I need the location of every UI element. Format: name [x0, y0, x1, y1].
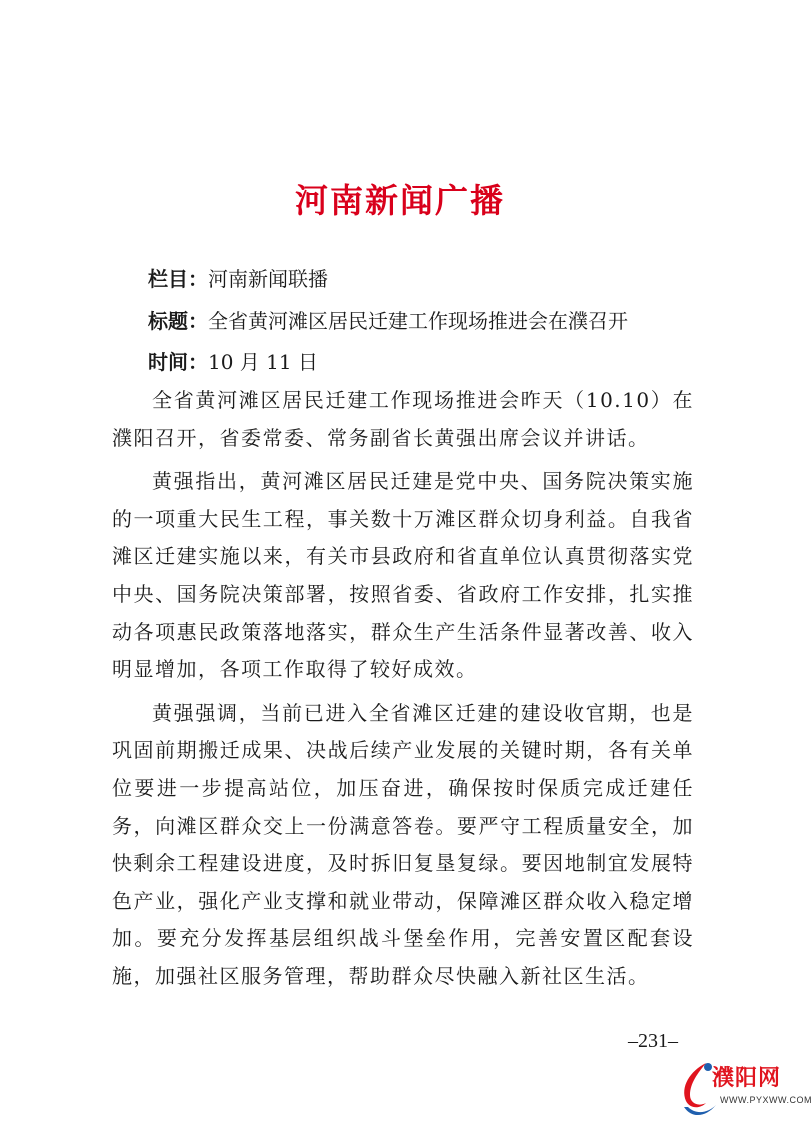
title-value: 全省黄河滩区居民迁建工作现场推进会在濮召开: [208, 309, 628, 333]
meta-time-row: [148, 345, 688, 379]
column-value: 河南新闻联播: [208, 267, 328, 291]
paragraph-2: 黄强指出，黄河滩区居民迁建是党中央、国务院决策实施的一项重大民生工程，事关数十万滩区群众切身利益。自我省滩区迁建实施以来，有关市县政府和省直单位认真贯彻落实党中央、国务院决策部署，按照省委、省政府工作安排，扎实推动各项惠民政策落地落实，群众生产生活条件显著改善、收入明显增加，各项工作取得了较好成效。: [112, 469, 694, 682]
page-number: –231–: [628, 1030, 678, 1052]
watermark-url: WWW.PYXWW.COM: [720, 1095, 812, 1105]
site-watermark: [676, 1057, 812, 1127]
page-title: 河南新闻广播: [295, 181, 505, 220]
column-label: 栏目：: [148, 267, 208, 291]
paragraph-3: 黄强强调，当前已进入全省滩区迁建的建设收官期，也是巩固前期搬迁成果、决战后续产业发展的关键时期，各有关单位要进一步提高站位，加压奋进，确保按时保质完成迁建任务，向滩区群众交上一份满意答卷。要严守工程质量安全，加快剩余工程建设进度，及时拆旧复垦复绿。要因地制宜发展特色产业，强化产业支撑和就业带动，保障滩区群众收入稳定增加。要充分发挥基层组织战斗堡垒作用，完善安置区配套设施，加强社区服务管理，帮助群众尽快融入新社区生活。: [112, 700, 694, 988]
paragraph-1: 全省黄河滩区居民迁建工作现场推进会昨天（10.10）在濮阳召开，省委常委、常务副省长黄强出席会议并讲话。: [112, 388, 694, 450]
watermark-name: 濮阳网: [712, 1066, 782, 1091]
meta-title-row: [148, 304, 688, 338]
time-label: 时间：: [148, 350, 208, 374]
article-body: [112, 382, 694, 1002]
meta-column-row: [148, 262, 688, 296]
title-label: 标题：: [148, 309, 208, 333]
time-value: 10 月 11 日: [208, 350, 318, 374]
